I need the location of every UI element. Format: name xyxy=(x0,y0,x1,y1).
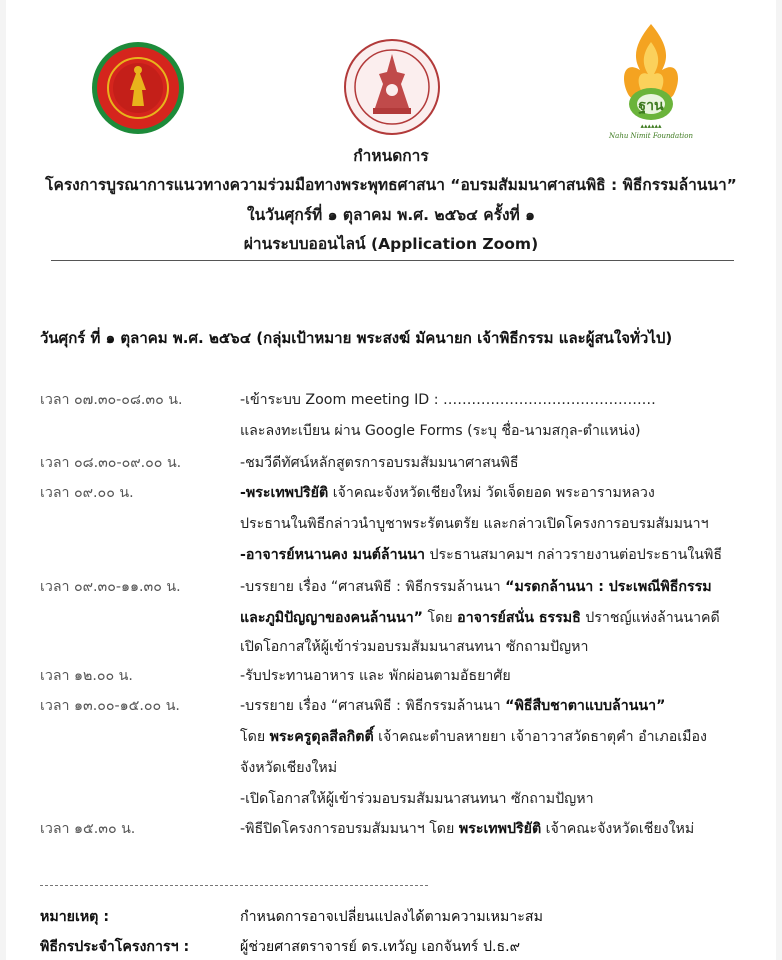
host-label: พิธีกรประจำโครงการฯ : xyxy=(40,939,190,955)
by-label: โดย xyxy=(423,610,458,626)
platform-line: ผ่านระบบออนไลน์ (Application Zoom) xyxy=(243,235,539,253)
remark-label: หมายเหตุ : xyxy=(40,909,110,925)
time-slot-5: เวลา ๑๒.๐๐ น. xyxy=(40,668,133,684)
lecture-title: “มรดกล้านนา : ประเพณีพิธีกรรม xyxy=(505,579,712,595)
activity-6-line3: จังหวัดเชียงใหม่ xyxy=(240,760,338,776)
svg-text:ฐาน: ฐาน xyxy=(638,98,664,114)
time-slot-1: เวลา ๐๗.๓๐-๐๘.๓๐ น. xyxy=(40,392,183,408)
time-slot-6: เวลา ๑๓.๐๐-๑๕.๐๐ น. xyxy=(40,698,180,714)
activity-3-line3 xyxy=(240,544,722,566)
closing-label: -พิธีปิดโครงการอบรมสัมมนาฯ โดย xyxy=(240,821,459,837)
activity-3-line1 xyxy=(240,482,655,504)
activity-5: -รับประทานอาหาร และ พักผ่อนตามอัธยาศัย xyxy=(240,668,511,684)
lecture-title: “พิธีสืบชาตาแบบล้านนา” xyxy=(505,698,666,714)
activity-6-line1 xyxy=(240,695,665,717)
activity-7 xyxy=(240,818,694,840)
speaker-name: พระครูดุลสีลกิตติ์ xyxy=(269,729,374,745)
lecture-label: -บรรยาย เรื่อง “ศาสนพิธี : พิธีกรรมล้านนา xyxy=(240,579,506,595)
speaker-name: -อาจารย์หนานคง มนต์ล้านนา xyxy=(240,547,425,563)
activity-6-line2 xyxy=(240,726,707,748)
svg-text:Nahu Nimit Foundation: Nahu Nimit Foundation xyxy=(609,132,693,140)
speaker-name: อาจารย์สนั่น ธรรมธิ xyxy=(457,610,581,626)
dashed-divider xyxy=(40,885,428,886)
time-slot-3: เวลา ๐๙.๐๐ น. xyxy=(40,485,134,501)
lecture-title-cont: และภูมิปัญญาของคนล้านนา” xyxy=(240,610,423,626)
day-heading: วันศุกร์ ที่ ๑ ตุลาคม พ.ศ. ๒๕๖๔ (กลุ่มเป้าหมาย พระสงฆ์ มัคนายก เจ้าพิธีกรรม และผู้สนใจทั่วไป) xyxy=(40,329,673,347)
activity-3-line2: ประธานในพิธีกล่าวนำบูชาพระรัตนตรัย และกล่าวเปิดโครงการอบรมสัมมนาฯ xyxy=(240,516,709,532)
activity-4-line1 xyxy=(240,576,712,598)
host-text: ผู้ช่วยศาสตราจารย์ ดร.เทวัญ เอกจันทร์ ป.ธ.๙ xyxy=(240,939,521,955)
page-title: กำหนดการ xyxy=(353,147,429,165)
lecture-label: -บรรยาย เรื่อง “ศาสนพิธี : พิธีกรรมล้านนา xyxy=(240,698,506,714)
by-label: โดย xyxy=(240,729,270,745)
time-slot-4: เวลา ๐๙.๓๐-๑๑.๓๐ น. xyxy=(40,579,181,595)
nahu-nimit-foundation-logo xyxy=(608,20,694,144)
activity-6-line4: -เปิดโอกาสให้ผู้เข้าร่วมอบรมสัมมนาสนทนา ซักถามปัญหา xyxy=(240,791,594,807)
activity-4-line2 xyxy=(240,607,720,629)
activity-1-line1: -เข้าระบบ Zoom meeting ID : ……………………………………… xyxy=(240,392,656,408)
speaker-name: พระเทพปริยัติ xyxy=(458,821,542,837)
activity-4-line3: เปิดโอกาสให้ผู้เข้าร่วมอบรมสัมมนาสนทนา ซักถามปัญหา xyxy=(240,639,589,655)
speaker-role: ปราชญ์แห่งล้านนาคดี xyxy=(580,610,720,626)
activity-1-line2: และลงทะเบียน ผ่าน Google Forms (ระบุ ชื่อ-นามสกุล-ตำแหน่ง) xyxy=(240,423,641,439)
time-slot-7: เวลา ๑๕.๓๐ น. xyxy=(40,821,136,837)
speaker-role: เจ้าคณะตำบลหายยา เจ้าอาวาสวัดธาตุคำ อำเภอเมือง xyxy=(373,729,707,745)
speaker-role: เจ้าคณะจังหวัดเชียงใหม่ วัดเจ็ดยอด พระอารามหลวง xyxy=(328,485,655,501)
remark-text: กำหนดการอาจเปลี่ยนแปลงได้ตามความเหมาะสม xyxy=(240,909,543,925)
time-slot-2: เวลา ๐๘.๓๐-๐๙.๐๐ น. xyxy=(40,455,182,471)
university-seal-logo xyxy=(90,40,186,136)
speaker-role: เจ้าคณะจังหวัดเชียงใหม่ xyxy=(541,821,695,837)
buddhist-university-emblem-logo xyxy=(343,38,441,136)
speaker-name: -พระเทพปริยัติ xyxy=(240,485,329,501)
svg-text:▴▴▴▴▴▴: ▴▴▴▴▴▴ xyxy=(640,122,662,130)
activity-2: -ชมวีดีทัศน์หลักสูตรการอบรมสัมมนาศาสนพิธี xyxy=(240,455,519,471)
speaker-role: ประธานสมาคมฯ กล่าวรายงานต่อประธานในพิธี xyxy=(424,547,722,563)
header-divider xyxy=(51,260,734,261)
date-line: ในวันศุกร์ที่ ๑ ตุลาคม พ.ศ. ๒๕๖๔ ครั้งที่ ๑ xyxy=(247,206,535,224)
project-title: โครงการบูรณาการแนวทางความร่วมมือทางพระพุทธศาสนา “อบรมสัมมนาศาสนพิธิ : พิธีกรรมล้านนา” xyxy=(45,176,737,194)
